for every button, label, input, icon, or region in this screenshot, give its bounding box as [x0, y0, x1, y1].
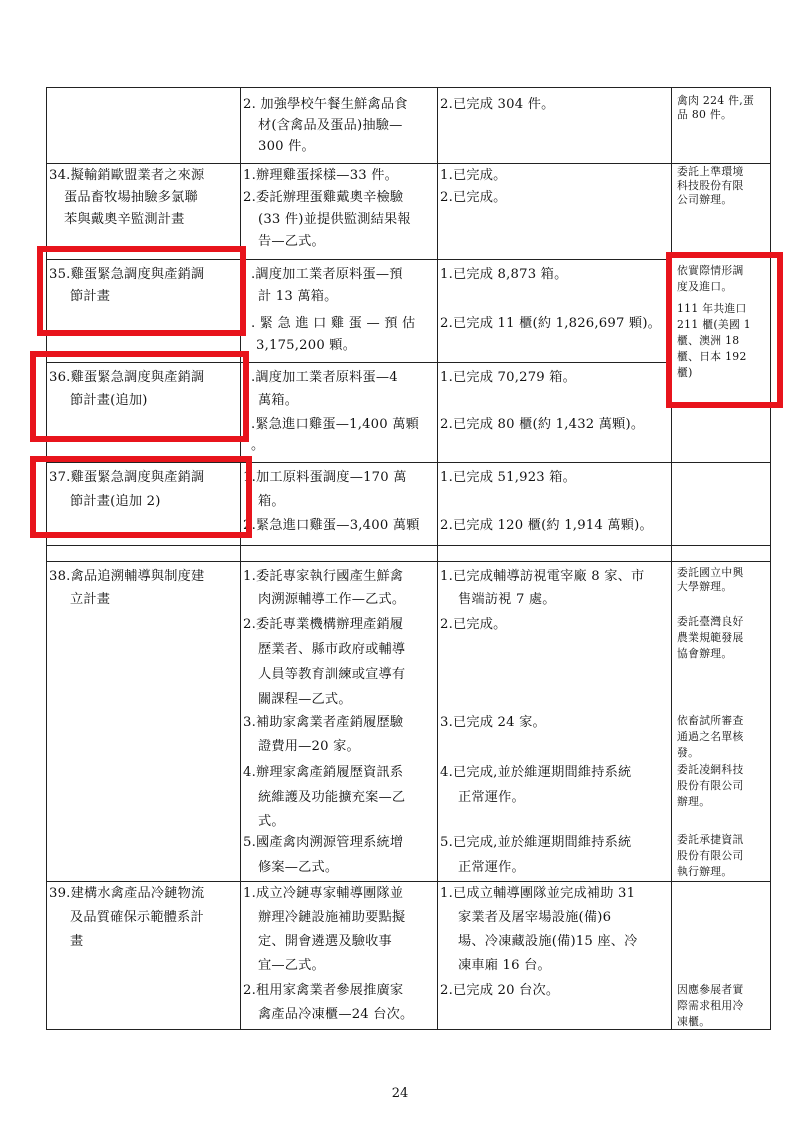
r39-result-3: 場、冷凍藏設施(備)15 座、冷 — [458, 934, 638, 949]
r36-item-3: .緊急進口雞蛋—1,400 萬顆 — [251, 417, 420, 432]
r38-item-1: 1.委託專家執行國產生鮮禽 — [243, 569, 404, 584]
r38-note-5-2: 股份有限公司 — [677, 849, 744, 862]
r38-name-2: 立計畫 — [70, 592, 111, 607]
r38-item-9: 4.辦理家禽產銷履歷資訊系 — [243, 765, 404, 780]
r38-note-1-2: 大學辦理。 — [677, 580, 733, 593]
r38-item-10: 統維護及功能擴充案—乙 — [258, 790, 406, 805]
r39-note-3: 凍櫃。 — [677, 1015, 711, 1028]
r38-note-2-3: 協會辦理。 — [677, 647, 733, 660]
r33-result-1: 2.已完成 304 件。 — [440, 97, 555, 112]
r33-note-1: 禽肉 224 件,蛋 — [677, 94, 755, 107]
r39-note-1: 因應參展者實 — [677, 983, 744, 996]
highlight-box-36 — [30, 351, 249, 442]
r38-item-7: 3.補助家禽業者產銷履歷驗 — [243, 715, 404, 730]
r38-item-4: 歷業者、縣市政府或輔導 — [258, 642, 406, 657]
r38-item-3: 2.委託專業機構辦理產銷履 — [243, 617, 404, 632]
shared-note-2: 度及進口。 — [677, 280, 733, 293]
shared-note-1: 依實際情形調 — [677, 264, 744, 277]
r37-item-1: 1.加工原料蛋調度—170 萬 — [243, 470, 407, 485]
r37-result-1: 1.已完成 51,923 箱。 — [440, 470, 577, 485]
r33-item-1: 2. 加強學校午餐生鮮禽品食 — [243, 97, 408, 112]
r35-item-4: 3,175,200 顆。 — [256, 338, 357, 353]
r37-name-2: 節計畫(追加 2) — [70, 494, 161, 509]
shared-note-6: 櫃、日本 192 — [677, 350, 747, 363]
r39-item-3: 定、開會遴選及驗收事 — [258, 934, 392, 949]
r36-result-1: 1.已完成 70,279 箱。 — [440, 370, 577, 385]
r38-result-8: 正常運作。 — [458, 860, 525, 875]
r39-item-1: 1.成立冷鏈專家輔導團隊並 — [243, 886, 404, 901]
r33-item-3: 300 件。 — [258, 139, 315, 154]
row-line-38 — [46, 561, 771, 562]
r34-item-2: 2.委託辦理蛋雞戴奧辛檢驗 — [243, 190, 404, 205]
r34-name-1: 34.擬輸銷歐盟業者之來源 — [49, 168, 205, 183]
r34-name-3: 苯與戴奧辛監測計畫 — [64, 212, 185, 227]
r39-note-2: 際需求租用冷 — [677, 999, 744, 1012]
r38-note-4-1: 委託凌網科技 — [677, 763, 744, 776]
r39-result-4: 凍車廂 16 台。 — [458, 958, 551, 973]
table-border-left — [46, 87, 47, 1030]
r36-item-2: 萬箱。 — [258, 393, 299, 408]
r38-note-3-2: 通過之名單核 — [677, 730, 744, 743]
r38-note-3-3: 發。 — [677, 746, 700, 759]
r33-item-2: 材(含禽品及蛋品)抽驗— — [258, 118, 403, 133]
r35-item-1: .調度加工業者原料蛋—預 — [251, 267, 403, 282]
page-number: 24 — [391, 1086, 409, 1101]
r39-name-2: 及品質確保示範體系計 — [70, 910, 204, 925]
r38-note-1-1: 委託國立中興 — [677, 566, 744, 579]
r38-result-5: 4.已完成,並於維運期間維持系統 — [440, 765, 632, 780]
r38-item-11: 式。 — [258, 814, 285, 829]
r34-result-2: 2.已完成。 — [440, 190, 507, 205]
r39-item-4: 宜—乙式。 — [258, 958, 325, 973]
r38-item-8: 證費用—20 家。 — [258, 739, 360, 754]
r39-item-2: 辦理冷鏈設施補助要點擬 — [258, 910, 406, 925]
r38-result-1: 1.已完成輔導訪視電宰廠 8 家、市 — [440, 569, 645, 584]
r35-name-2: 節計畫 — [70, 289, 111, 304]
r39-result-2: 家業者及屠宰場設施(備)6 — [458, 910, 612, 925]
r38-result-3: 2.已完成。 — [440, 617, 507, 632]
shared-note-7: 櫃) — [677, 366, 693, 379]
r34-note-1: 委託上準環境 — [677, 165, 744, 178]
r34-result-1: 1.已完成。 — [440, 168, 507, 183]
r38-note-2-1: 委託臺灣良好 — [677, 615, 744, 628]
r39-name-3: 畫 — [70, 934, 84, 949]
table-border-right — [770, 87, 771, 1030]
table-border-top — [46, 87, 771, 88]
r38-item-6: 關課程—乙式。 — [258, 692, 352, 707]
r34-note-2: 科技股份有限 — [677, 179, 744, 192]
r35-result-2: 2.已完成 11 櫃(約 1,826,697 顆)。 — [440, 316, 662, 331]
highlight-box-35 — [37, 246, 246, 336]
r38-note-5-1: 委託承捷資訊 — [677, 833, 744, 846]
shared-note-4: 211 櫃(美國 1 — [677, 318, 751, 331]
r39-result-1: 1.已成立輔導團隊並完成補助 31 — [440, 886, 636, 901]
r38-item-5: 人員等教育訓練或宣導有 — [258, 667, 406, 682]
r37-result-2: 2.已完成 120 櫃(約 1,914 萬顆)。 — [440, 518, 653, 533]
r39-item-6: 禽產品冷凍櫃—24 台次。 — [258, 1007, 414, 1022]
r34-item-4: 告—乙式。 — [258, 234, 325, 249]
r38-note-5-3: 執行辦理。 — [677, 865, 733, 878]
row-line-34 — [46, 163, 771, 164]
r39-result-5: 2.已完成 20 台次。 — [440, 983, 560, 998]
row-line-37-end — [46, 545, 771, 546]
r38-name-1: 38.禽品追溯輔導與制度建 — [49, 569, 205, 584]
r36-name-1: 36.雞蛋緊急調度與產銷調 — [49, 370, 205, 385]
r36-item-1: .調度加工業者原料蛋—4 — [251, 370, 398, 385]
r37-item-2: 箱。 — [258, 494, 285, 509]
r36-item-4: 。 — [251, 438, 265, 453]
r38-item-13: 修案—乙式。 — [258, 860, 339, 875]
r33-note-2: 品 80 件。 — [677, 108, 733, 121]
r35-item-2: 計 13 萬箱。 — [258, 289, 338, 304]
r34-item-3: (33 件)並提供監測結果報 — [258, 212, 411, 227]
r37-name-1: 37.雞蛋緊急調度與產銷調 — [49, 470, 205, 485]
col-divider-3 — [671, 87, 672, 1030]
row-line-39 — [46, 881, 771, 882]
r38-result-4: 3.已完成 24 家。 — [440, 715, 546, 730]
r39-name-1: 39.建構水禽產品冷鏈物流 — [49, 886, 205, 901]
highlight-box-note — [666, 252, 783, 408]
r38-result-2: 售端訪視 7 處。 — [458, 592, 556, 607]
r38-note-2-2: 農業規範發展 — [677, 631, 744, 644]
r38-result-6: 正常運作。 — [458, 790, 525, 805]
r35-item-3: . 緊 急 進 口 雞 蛋 — 預 估 — [251, 316, 416, 331]
r38-result-7: 5.已完成,並於維運期間維持系統 — [440, 835, 632, 850]
r38-item-2: 肉溯源輔導工作—乙式。 — [258, 592, 406, 607]
r38-item-12: 5.國產禽肉溯源管理系統增 — [243, 835, 404, 850]
col-divider-1 — [240, 87, 241, 1030]
r38-note-4-2: 股份有限公司 — [677, 779, 744, 792]
shared-note-5: 櫃、澳洲 18 — [677, 334, 740, 347]
shared-note-3: 111 年共進口 — [677, 302, 747, 315]
r37-item-3: 2.緊急進口雞蛋—3,400 萬顆 — [243, 518, 420, 533]
r34-note-3: 公司辦理。 — [677, 193, 733, 206]
r34-item-1: 1.辦理雞蛋採樣—33 件。 — [243, 168, 399, 183]
table-border-bottom — [46, 1029, 771, 1030]
r35-name-1: 35.雞蛋緊急調度與產銷調 — [49, 267, 205, 282]
r36-result-2: 2.已完成 80 櫃(約 1,432 萬顆)。 — [440, 417, 645, 432]
r34-name-2: 蛋品畜牧場抽驗多氯聯 — [64, 190, 198, 205]
r38-note-3-1: 依畜試所審查 — [677, 714, 744, 727]
col-divider-2 — [437, 87, 438, 1030]
r39-item-5: 2.租用家禽業者參展推廣家 — [243, 983, 404, 998]
r35-result-1: 1.已完成 8,873 箱。 — [440, 267, 568, 282]
r38-note-4-3: 辦理。 — [677, 795, 711, 808]
r36-name-2: 節計畫(追加) — [70, 393, 148, 408]
highlight-box-37 — [30, 456, 252, 538]
